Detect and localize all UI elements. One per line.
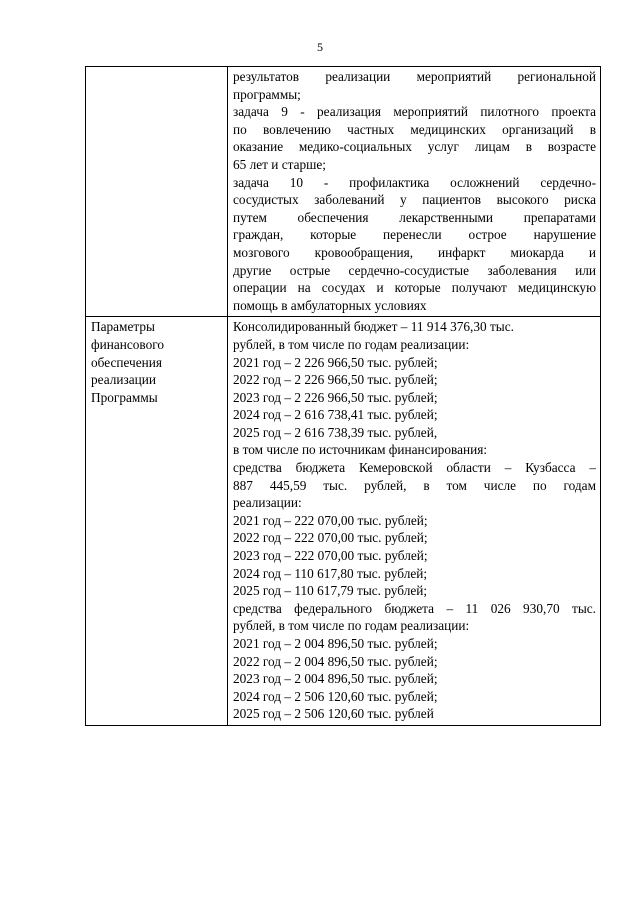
text-line: 2022 год – 2 004 896,50 тыс. рублей; (233, 653, 438, 669)
row-content-cell (228, 317, 601, 726)
text-line: другие острые сердечно-сосудистые заболевания или (233, 262, 596, 278)
parameter-label-line: Программы (91, 389, 158, 405)
text-line: оказание медико-социальных услуг лицам в возрасте (233, 139, 596, 155)
text-line: средства федерального бюджета – 11 026 930,70 тыс. (233, 600, 596, 616)
text-line: 2024 год – 2 616 738,41 тыс. рублей; (233, 407, 438, 423)
page-number: 5 (317, 40, 323, 54)
text-line: 65 лет и старше; (233, 156, 326, 172)
text-line: 2021 год – 2 226 966,50 тыс. рублей; (233, 354, 438, 370)
row-label-cell (86, 67, 228, 317)
text-line: помощь в амбулаторных условиях (233, 297, 427, 313)
parameter-label-line: финансового (91, 336, 165, 352)
text-line: 2024 год – 110 617,80 тыс. рублей; (233, 565, 428, 581)
text-line: путем обеспечения лекарственными препаратами (233, 209, 596, 225)
text-line: 887 445,59 тыс. рублей, в том числе по годам (233, 477, 596, 493)
text-line: 2022 год – 222 070,00 тыс. рублей; (233, 530, 428, 546)
text-line: 2022 год – 2 226 966,50 тыс. рублей; (233, 372, 438, 388)
text-line: 2023 год – 2 226 966,50 тыс. рублей; (233, 389, 438, 405)
parameter-label-line: обеспечения (91, 354, 162, 370)
text-line: средства бюджета Кемеровской области – Кузбасса – (233, 460, 596, 476)
row-content-cell (228, 67, 601, 317)
text-line: сосудистых заболеваний у пациентов высокого риска (233, 192, 596, 208)
text-line: Консолидированный бюджет – 11 914 376,30 тыс. (233, 319, 514, 335)
text-line: по вовлечению частных медицинских организаций в (233, 121, 596, 137)
text-line: рублей, в том числе по годам реализации: (233, 618, 470, 634)
text-line: 2021 год – 2 004 896,50 тыс. рублей; (233, 636, 438, 651)
text-line: 2023 год – 222 070,00 тыс. рублей; (233, 548, 428, 564)
table-row (86, 317, 601, 726)
text-line: результатов реализации мероприятий региональной (233, 69, 596, 84)
text-line: реализации: (233, 495, 302, 511)
text-line: 2023 год – 2 004 896,50 тыс. рублей; (233, 671, 438, 687)
table-row (86, 67, 601, 317)
parameter-label-line: реализации (91, 372, 156, 388)
text-line: задача 9 - реализация мероприятий пилотного проекта (233, 104, 596, 120)
text-line: операции на сосудах и которые получают медицинскую (233, 280, 596, 296)
text-line: в том числе по источникам финансирования: (233, 442, 488, 458)
text-line: 2021 год – 222 070,00 тыс. рублей; (233, 512, 428, 528)
parameter-label-line: Параметры (91, 319, 155, 335)
text-line: 2025 год – 2 616 738,39 тыс. рублей, (233, 424, 438, 440)
text-line: мозгового кровообращения, инфаркт миокарда и (233, 244, 596, 260)
program-passport-table (85, 66, 601, 726)
text-line: программы; (233, 86, 301, 102)
row-label-cell (86, 317, 228, 726)
text-line: граждан, которые перенесли острое нарушение (233, 227, 596, 243)
text-line: 2025 год – 2 506 120,60 тыс. рублей (233, 706, 434, 722)
text-line: 2025 год – 110 617,79 тыс. рублей; (233, 583, 428, 599)
text-line: задача 10 - профилактика осложнений сердечно- (233, 174, 596, 190)
text-line: рублей, в том числе по годам реализации: (233, 336, 470, 352)
text-line: 2024 год – 2 506 120,60 тыс. рублей; (233, 688, 438, 704)
